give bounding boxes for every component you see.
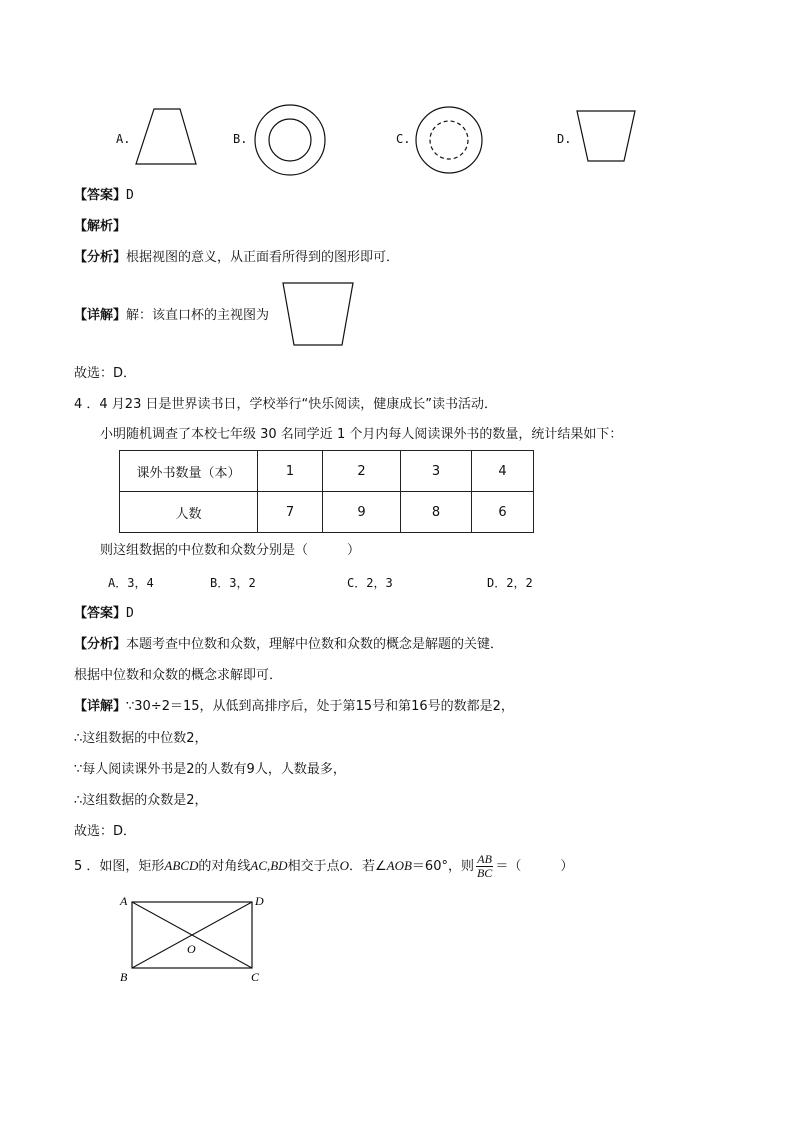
rectangle-diagram — [112, 890, 272, 990]
xiangjie-text: 解：该直口杯的主视图为 — [126, 308, 270, 323]
books-cell: 3 — [401, 451, 472, 492]
q4-stem-line2: 小明随机调查了本校七年级 30 名同学近 1 个月内每人阅读课外书的数量，统计结果如下： — [100, 427, 623, 442]
angle-value: ＝60°，则 — [411, 859, 474, 874]
point-o: O — [339, 858, 349, 873]
dashed-circles-figure-c — [413, 104, 485, 176]
q5-mid1: 的对角线 — [198, 859, 251, 874]
label-a: A — [120, 894, 128, 908]
q4-step2: ∵每人阅读课外书是2的人数有9人，人数最多， — [74, 762, 346, 777]
q4-conclusion: 故选：D． — [74, 824, 137, 839]
q3-xiangjie-line — [74, 306, 269, 326]
books-cell: 1 — [258, 451, 323, 492]
table-row — [120, 451, 534, 492]
trapezoid-figure-a — [132, 106, 200, 168]
q3-answer-line — [74, 186, 134, 206]
fraction-numerator: AB — [477, 852, 492, 866]
cup-front-view-figure — [280, 280, 356, 348]
q4-question: 则这组数据的中位数和众数分别是（ ） — [100, 543, 361, 558]
people-cell: 9 — [323, 492, 401, 533]
table-row — [120, 492, 534, 533]
answer-value: D — [126, 188, 134, 203]
q5-mid3: ．若∠ — [348, 859, 387, 874]
label-d: D — [255, 894, 264, 908]
q4-stem-line1: 4 ．4 月23 日是世界读书日，学校举行“快乐阅读，健康成长”读书活动． — [74, 397, 497, 412]
row-header-books: 课外书数量（本） — [120, 451, 258, 492]
q4-step3: ∴这组数据的众数是2， — [74, 793, 208, 808]
choice-a: A．3，4 — [108, 576, 154, 590]
choice-c: C．2，3 — [347, 576, 393, 590]
xiangjie-tag: 【详解】 — [74, 308, 127, 323]
books-cell: 2 — [323, 451, 401, 492]
inverted-trapezoid-figure-d — [574, 108, 640, 166]
q4-answer-line — [74, 604, 134, 624]
label-c: C — [251, 970, 260, 984]
people-cell: 7 — [258, 492, 323, 533]
angle-name: AOB — [386, 858, 412, 873]
fraction-denominator: BC — [476, 866, 493, 880]
q4-step1: ∴这组数据的中位数2， — [74, 731, 208, 746]
xiangjie-tag: 【详解】 — [74, 699, 127, 714]
answer-value: D — [126, 606, 134, 621]
option-d-label: D. — [557, 132, 572, 146]
books-cell: 4 — [472, 451, 534, 492]
q4-fenxi-line — [74, 635, 503, 655]
q5-prefix: 5 ．如图，矩形 — [74, 859, 165, 874]
label-o: O — [187, 942, 196, 956]
choice-b: B．3，2 — [210, 576, 256, 590]
row-header-people: 人数 — [120, 492, 258, 533]
fenxi-text: 本题考查中位数和众数，理解中位数和众数的概念是解题的关键． — [126, 637, 504, 652]
option-a-label: A. — [116, 132, 131, 146]
q4-fenxi-text2: 根据中位数和众数的概念求解即可． — [74, 668, 283, 683]
ratio-fraction — [476, 853, 493, 880]
rect-name: ABCD — [164, 858, 199, 873]
fenxi-tag: 【分析】 — [74, 250, 127, 265]
q3-conclusion: 故选：D． — [74, 366, 137, 381]
fenxi-text: 根据视图的意义，从正面看所得到的图形即可． — [126, 250, 400, 265]
label-b: B — [120, 970, 128, 984]
option-c-label: C. — [396, 132, 411, 146]
q5-stem — [74, 851, 573, 882]
concentric-circles-figure-b — [252, 102, 328, 178]
q3-fenxi-line — [74, 248, 399, 268]
answer-tag: 【答案】 — [74, 188, 127, 203]
q5-suffix: ＝（ ） — [495, 859, 574, 874]
answer-tag: 【答案】 — [74, 606, 127, 621]
book-count-table — [119, 450, 534, 533]
choice-d: D．2，2 — [487, 576, 533, 590]
analysis-tag: 【解析】 — [74, 219, 127, 234]
diagonals: AC,BD — [250, 858, 288, 873]
option-b-label: B. — [233, 132, 248, 146]
fenxi-tag: 【分析】 — [74, 637, 127, 652]
q4-xiangjie-line — [74, 697, 514, 717]
people-cell: 6 — [472, 492, 534, 533]
people-cell: 8 — [401, 492, 472, 533]
q5-mid2: 相交于点 — [287, 859, 340, 874]
xiangjie-text: ∵30÷2＝15，从低到高排序后，处于第15号和第16号的数都是2， — [126, 699, 514, 714]
